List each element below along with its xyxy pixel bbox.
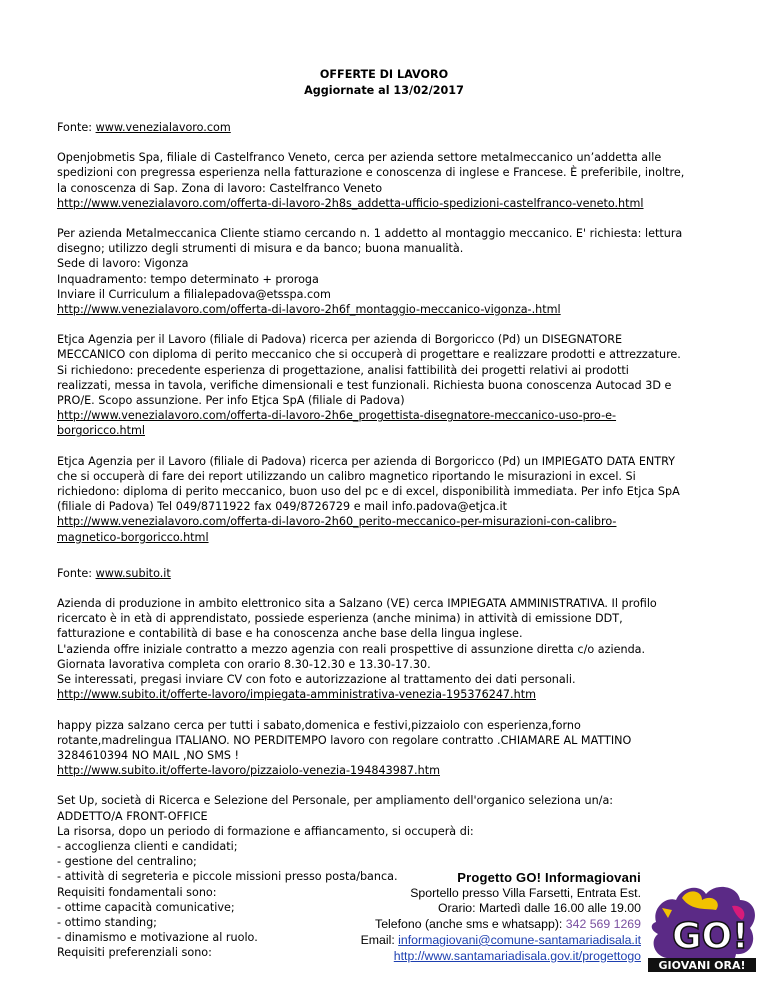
footer-url-line: [300, 949, 641, 965]
offer-text-line: La risorsa, dopo un periodo di formazione e affiancamento, si occuperà di:: [57, 824, 474, 838]
offer-text-line: - gestione del centralino;: [57, 855, 197, 869]
offer-text-line: - dinamismo e motivazione al ruolo.: [57, 931, 258, 945]
offer-text-line: Etjca Agenzia per il Lavoro (filiale di Padova) ricerca per azienda di Borgoricco (Pd) un IMPIEGATO DATA ENTRY: [57, 454, 675, 468]
offer-text-line: MECCANICO con diploma di perito meccanico che si occuperà di progettare e realizzare prodotti e attrezzature.: [57, 348, 681, 362]
offer-text-line: - attività di segreteria e piccole missioni presso posta/banca.: [57, 870, 398, 884]
job-offer: [57, 226, 717, 317]
offer-link[interactable]: http://www.venezialavoro.com/offerta-di-lavoro-2h6e_progettista-disegnatore-meccanico-uso-pro-e-: [57, 409, 617, 423]
source-label: Fonte:: [57, 566, 96, 580]
offer-text-line: Si richiedono: precedente esperienza di progettazione, analisi fattibilità dei progetti relativi ai prodotti: [57, 363, 629, 377]
source-label: Fonte:: [57, 121, 96, 134]
footer-title: Progetto GO! Informagiovani: [457, 870, 641, 885]
offer-text-line: - accoglienza clienti e candidati;: [57, 839, 238, 853]
offer-text-line: Inquadramento: tempo determinato + proroga: [57, 272, 319, 286]
offer-link[interactable]: magnetico-borgoricco.html: [57, 530, 209, 544]
job-offer: [57, 332, 717, 438]
offer-text-line: PRO/E. Scopo assunzione. Per info Etjca SpA (filiale di Padova): [57, 394, 405, 408]
offers-content: [57, 120, 717, 976]
offer-link[interactable]: http://www.subito.it/offerte-lavoro/pizzaiolo-venezia-194843987.htm: [57, 764, 440, 778]
offer-text-line: richiedono: diploma di perito meccanico, buon uso del pc e di excel, disponibilità immediata. Per info Etjca SpA: [57, 485, 680, 499]
offer-text-line: Etjca Agenzia per il Lavoro (filiale di Padova) ricerca per azienda di Borgoricco (Pd) un DISEGNATORE: [57, 333, 623, 347]
offer-text-line: Per azienda Metalmeccanica Cliente stiamo cercando n. 1 addetto al montaggio meccanico. E' richiesta: lettura: [57, 227, 683, 241]
offer-text-line: 3284610394 NO MAIL ,NO SMS !: [57, 748, 240, 762]
footer-phone: 342 569 1269: [565, 917, 641, 932]
footer-phone-line: [300, 917, 641, 933]
footer-url-link[interactable]: http://www.santamariadisala.gov.it/progettogo: [393, 948, 641, 963]
offer-text-line: happy pizza salzano cerca per tutti i sabato,domenica e festivi,pizzaiolo con esperienza,forno: [57, 718, 581, 732]
offer-text-line: - ottimo standing;: [57, 915, 157, 929]
offer-text-line: fatturazione e contabilità di base e ha conoscenza anche base della lingua inglese.: [57, 627, 523, 641]
offer-text-line: Giornata lavorativa completa con orario 8.30-12.30 e 13.30-17.30.: [57, 657, 431, 671]
footer-address: Sportello presso Villa Farsetti, Entrata Est.: [410, 885, 641, 900]
document-header: [0, 67, 768, 98]
job-offer: [57, 150, 717, 211]
offer-text-line: la conoscenza di Sap. Zona di lavoro: Castelfranco Veneto: [57, 181, 383, 195]
offer-text-line: ADDETTO/A FRONT-OFFICE: [57, 809, 208, 823]
offer-text-line: L'azienda offre iniziale contratto a mezzo agenzia con reali prospettive di assunzione diretta c/o azienda.: [57, 642, 646, 656]
offer-link[interactable]: http://www.venezialavoro.com/offerta-di-lavoro-2h6f_montaggio-meccanico-vigonza-.html: [57, 303, 561, 317]
source-site-link[interactable]: www.subito.it: [95, 566, 171, 580]
offer-text-line: Openjobmetis Spa, filiale di Castelfranco Veneto, cerca per azienda settore metalmeccanico un’addetta alle: [57, 151, 662, 165]
document-subtitle: Aggiornate al 13/02/2017: [304, 83, 464, 97]
offer-text-line: - ottime capacità comunicative;: [57, 900, 235, 914]
job-offer: [57, 454, 717, 545]
logo-go-text: GO!: [672, 916, 749, 957]
source-heading: [57, 566, 717, 581]
offer-text-line: spedizioni con pregressa esperienza nella fatturazione e conoscenza di inglese e Francese. È preferibile, inoltre,: [57, 166, 685, 180]
source-heading: [57, 120, 717, 135]
job-offer: [57, 596, 717, 702]
source-site-link[interactable]: www.venezialavoro.com: [95, 121, 231, 134]
footer-hours: Orario: Martedì dalle 16.00 alle 19.00: [437, 901, 641, 916]
offer-text-line: (filiale di Padova) Tel 049/8711922 fax 049/8726729 e mail info.padova@etjca.it: [57, 500, 508, 514]
job-offer: [57, 718, 717, 779]
offer-text-line: Set Up, società di Ricerca e Selezione del Personale, per ampliamento dell'organico seleziona un/a:: [57, 794, 614, 808]
offer-text-line: che si occuperà di fare dei report utilizzando un calibro magnetico riportando le misurazioni in excel. Si: [57, 469, 636, 483]
footer-email-link[interactable]: informagiovani@comune-santamariadisala.it: [398, 932, 641, 947]
document-title: OFFERTE DI LAVORO: [319, 68, 449, 81]
footer-contact: [300, 870, 641, 964]
offer-text-line: Inviare il Curriculum a filialepadova@etsspa.com: [57, 287, 331, 301]
footer-email-line: [300, 933, 641, 949]
logo-subtext: GIOVANI ORA!: [658, 959, 746, 972]
footer-phone-label: Telefono (anche sms e whatsapp):: [375, 917, 566, 932]
offer-text-line: disegno; utilizzo degli strumenti di misura e da banco; buona manualità.: [57, 242, 464, 256]
offer-text-line: Azienda di produzione in ambito elettronico sita a Salzano (VE) cerca IMPIEGATA AMMINISTRATIVA. Il profilo: [57, 597, 657, 611]
offer-text-line: rotante,madrelingua ITALIANO. NO PERDITEMPO lavoro con regolare contratto .CHIAMARE AL MATTINO: [57, 733, 632, 747]
offer-text-line: realizzati, messa in tavola, verifiche dimensionali e test funzionali. Richiesta buona conoscenza Autocad 3D e: [57, 378, 672, 392]
offer-text-line: Requisiti preferenziali sono:: [57, 946, 212, 960]
offer-text-line: ricercato è in età di apprendistato, possiede esperienza (anche minima) in attività di emissione DDT,: [57, 612, 623, 626]
offer-text-line: Se interessati, pregasi inviare CV con foto e autorizzazione al trattamento dei dati personali.: [57, 673, 576, 687]
offer-text-line: Sede di lavoro: Vigonza: [57, 257, 189, 271]
offer-link[interactable]: http://www.venezialavoro.com/offerta-di-lavoro-2h60_perito-meccanico-per-misurazioni-con-calibro-: [57, 515, 617, 529]
offer-text-line: Requisiti fondamentali sono:: [57, 885, 217, 899]
offer-link[interactable]: http://www.venezialavoro.com/offerta-di-lavoro-2h8s_addetta-ufficio-spedizioni-castelfranco-veneto.html: [57, 196, 644, 210]
offer-link[interactable]: http://www.subito.it/offerte-lavoro/impiegata-amministrativa-venezia-195376247.htm: [57, 688, 536, 702]
go-giovani-logo: [642, 878, 762, 986]
offer-link[interactable]: borgoricco.html: [57, 424, 145, 438]
footer-email-label: Email:: [360, 932, 399, 947]
